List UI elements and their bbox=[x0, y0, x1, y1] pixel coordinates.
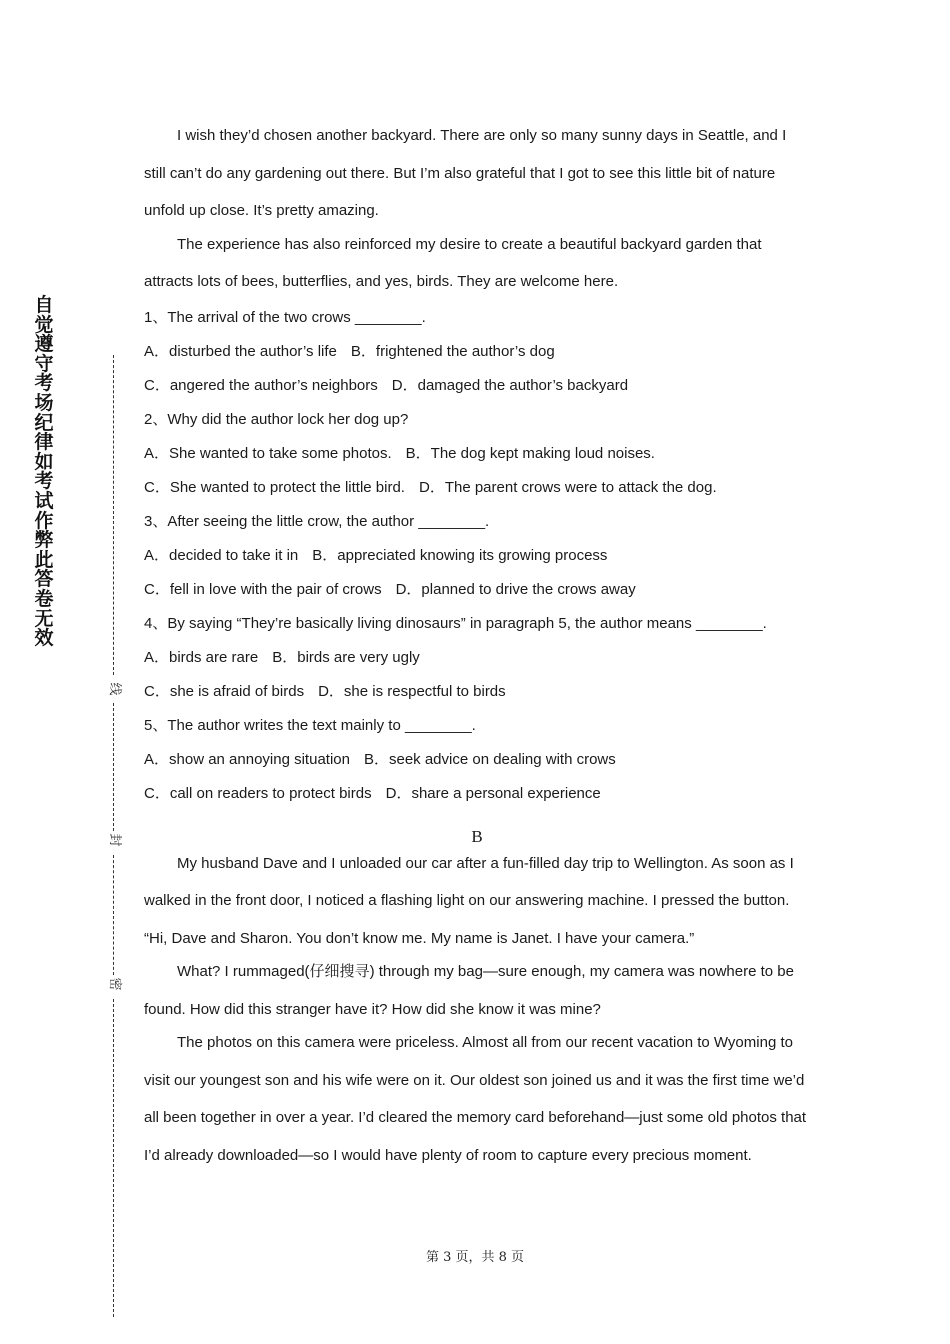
option-d: D．planned to drive the crows away bbox=[395, 580, 636, 598]
seal-line bbox=[106, 355, 122, 1317]
options-row bbox=[144, 335, 810, 369]
option-a: A．decided to take it in bbox=[144, 546, 299, 564]
question-stem: 1、The arrival of the two crows ________. bbox=[144, 308, 426, 326]
option-a: A．disturbed the author’s life bbox=[144, 342, 337, 360]
options-row bbox=[144, 369, 810, 403]
option-d: D．she is respectful to birds bbox=[318, 682, 506, 700]
options-row bbox=[144, 777, 810, 811]
passage-b-paragraph: The photos on this camera were priceless. Almost all from our recent vacation to Wyoming to visit our youngest son and his wife were on it. Our oldest son joined us and it was the first time we’d all been together in over a year. I’d cleared the memory card beforehand—just some old photos that I’d already downloaded—so I would have plenty of room to capture every precious moment. bbox=[144, 1034, 807, 1164]
seal-dash-segment bbox=[113, 855, 114, 975]
option-b: B．seek advice on dealing with crows bbox=[363, 750, 616, 768]
seal-char-feng: 封 bbox=[107, 833, 122, 847]
option-c: C．fell in love with the pair of crows bbox=[144, 580, 382, 598]
gloss-chinese: 仔细搜寻 bbox=[309, 962, 370, 980]
options-row bbox=[144, 743, 810, 777]
passage-b-text: What? I rummaged( bbox=[177, 963, 310, 980]
question-4 bbox=[144, 607, 810, 709]
option-c: C．call on readers to protect birds bbox=[144, 784, 372, 802]
question-stem: 3、After seeing the little crow, the author ________. bbox=[144, 512, 490, 530]
option-d: D．share a personal experience bbox=[385, 784, 601, 802]
exam-discipline-warning: 自觉遵守考场纪律如考试作弊此答卷无效 bbox=[34, 294, 54, 650]
options-row bbox=[144, 437, 810, 471]
option-b: B．appreciated knowing its growing process bbox=[312, 546, 608, 564]
passage-b-text: ) through my bag—sure enough, my camera was nowhere to be found. How did this stranger have it? How did she know it was mine? bbox=[144, 963, 794, 1018]
options-row bbox=[144, 471, 810, 505]
passage-b-paragraph bbox=[144, 953, 810, 1028]
page-number: 第 3 页，共 8 页 bbox=[425, 1250, 525, 1265]
question-stem: 2、Why did the author lock her dog up? bbox=[144, 410, 409, 428]
options-row bbox=[144, 675, 810, 709]
option-b: B．The dog kept making loud noises. bbox=[405, 444, 655, 462]
seal-dash-segment bbox=[113, 999, 114, 1317]
option-c: C．She wanted to protect the little bird. bbox=[144, 478, 405, 496]
option-d: D．The parent crows were to attack the dog. bbox=[418, 478, 717, 496]
passage-b-paragraph: My husband Dave and I unloaded our car after a fun-filled day trip to Wellington. As soon as I walked in the front door, I noticed a flashing light on our answering machine. I pressed the button. “Hi, Dave and Sharon. You don’t know me. My name is Janet. I have your camera.” bbox=[144, 854, 794, 947]
question-stem: 5、The author writes the text mainly to ________. bbox=[144, 716, 476, 734]
options-row bbox=[144, 573, 810, 607]
seal-char-mi: 密 bbox=[107, 977, 122, 991]
option-c: C．angered the author’s neighbors bbox=[144, 376, 378, 394]
option-d: D．damaged the author’s backyard bbox=[391, 376, 629, 394]
question-2 bbox=[144, 403, 810, 505]
option-a: A．birds are rare bbox=[144, 648, 259, 666]
seal-char-xian: 线 bbox=[107, 682, 122, 696]
seal-dash-segment bbox=[113, 703, 114, 831]
question-3 bbox=[144, 505, 810, 607]
passage-a-paragraph: I wish they’d chosen another backyard. There are only so many sunny days in Seattle, and I still can’t do any gardening out there. But I’m also grateful that I got to see this little bit of nature unfold up close. It’s pretty amazing. bbox=[144, 127, 787, 219]
options-row bbox=[144, 641, 810, 675]
question-5 bbox=[144, 709, 810, 811]
section-b-heading: B bbox=[471, 826, 483, 846]
option-b: B．birds are very ugly bbox=[272, 648, 420, 666]
option-b: B．frightened the author’s dog bbox=[350, 342, 555, 360]
question-stem: 4、By saying “They’re basically living dinosaurs” in paragraph 5, the author means ________. bbox=[144, 614, 767, 632]
passage-a-paragraph: The experience has also reinforced my desire to create a beautiful backyard garden that attracts lots of bees, butterflies, and yes, birds. They are welcome here. bbox=[144, 235, 762, 290]
option-a: A．show an annoying situation bbox=[144, 750, 350, 768]
seal-dash-segment bbox=[113, 355, 114, 675]
option-c: C．she is afraid of birds bbox=[144, 682, 305, 700]
options-row bbox=[144, 539, 810, 573]
exam-content bbox=[144, 117, 810, 1174]
question-1 bbox=[144, 301, 810, 403]
option-a: A．She wanted to take some photos. bbox=[144, 444, 392, 462]
